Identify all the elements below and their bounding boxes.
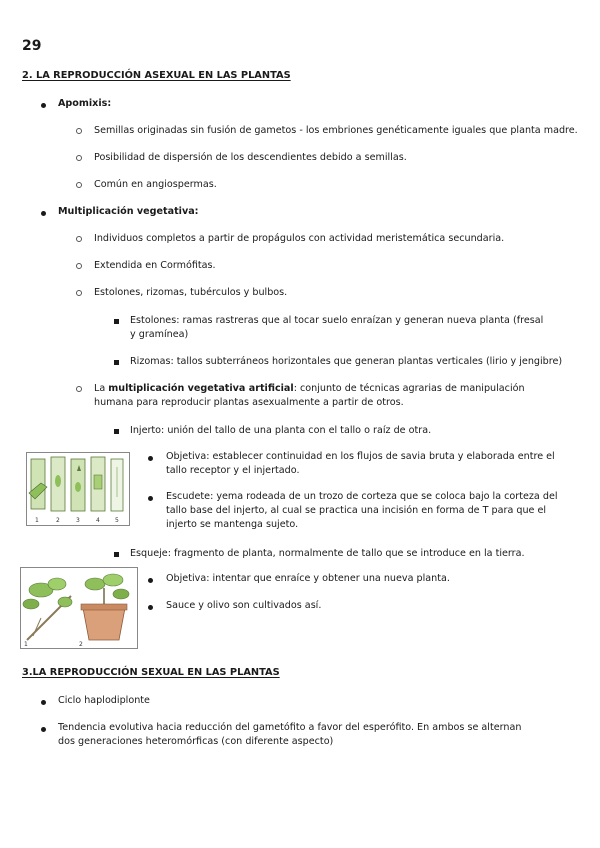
figure-label: 4 <box>96 517 100 524</box>
figure-label: 2 <box>56 517 60 524</box>
bullet-circle <box>76 128 82 134</box>
figure-label: 1 <box>35 517 39 524</box>
grafting-illustration <box>27 453 129 525</box>
injerto-objetivo: Objetiva: establecer continuidad en los flujos de savia bruta y elaborada entre el tallo receptor y el injertado. <box>166 451 555 476</box>
bullet-circle <box>76 236 82 242</box>
bullet-circle <box>76 155 82 161</box>
apomixis-item: Posibilidad de dispersión de los descendientes debido a semillas. <box>94 152 407 163</box>
artificial-item <box>94 382 564 410</box>
injerto-item: Injerto: unión del tallo de una planta con el tallo o raíz de otra. <box>130 425 432 436</box>
bullet-dot <box>41 700 46 705</box>
esqueje-figure <box>20 567 138 649</box>
vegetativa-item: Estolones, rizomas, tubérculos y bulbos. <box>94 287 288 298</box>
bullet-dot <box>41 103 46 108</box>
artificial-prefix: La <box>94 383 109 394</box>
esqueje-objetivo: Objetiva: intentar que enraíce y obtener una nueva planta. <box>166 573 450 584</box>
figure-label: 1 <box>24 641 28 648</box>
figure-label: 3 <box>76 517 80 524</box>
apomixis-item: Común en angiospermas. <box>94 179 217 190</box>
figure-label: 2 <box>79 641 83 648</box>
bullet-square <box>114 429 119 434</box>
esqueje-item: Esqueje: fragmento de planta, normalmente de tallo que se introduce en la tierra. <box>130 548 525 559</box>
bullet-dot <box>41 727 46 732</box>
esqueje-ejemplo: Sauce y olivo son cultivados así. <box>166 600 322 611</box>
bullet-square <box>114 319 119 324</box>
bullet-circle <box>76 290 82 296</box>
bullet-circle <box>76 386 82 392</box>
vegetativa-item: Extendida en Cormófitas. <box>94 260 216 271</box>
injerto-figure <box>26 452 130 526</box>
section3-item: Tendencia evolutiva hacia reducción del gametófito a favor del esperófito. En ambos se alternan dos generaciones heteromórficas (con diferente aspecto) <box>58 722 522 747</box>
bullet-dot <box>148 605 153 610</box>
apomixis-item: Semillas originadas sin fusión de gametos - los embriones genéticamente iguales que planta madre. <box>94 125 578 136</box>
bullet-dot <box>148 456 153 461</box>
section3-heading: 3.LA REPRODUCCIÓN SEXUAL EN LAS PLANTAS <box>22 667 280 678</box>
bullet-circle <box>76 182 82 188</box>
page-number: 29 <box>22 38 42 54</box>
cutting-illustration <box>21 568 137 648</box>
rizomas-item: Rizomas: tallos subterráneos horizontales que generan plantas verticales (lirio y jengibre) <box>130 356 563 367</box>
estolones-item: Estolones: ramas rastreras que al tocar suelo enraízan y generan nueva planta (fresal y gramínea) <box>130 315 544 340</box>
bullet-square <box>114 360 119 365</box>
apomixis-title: Apomixis: <box>58 98 112 109</box>
artificial-rest: : conjunto de técnicas agrarias de manipulación humana para reproducir plantas asexualmente a partir de otros. <box>94 383 525 408</box>
section2-heading: 2. LA REPRODUCCIÓN ASEXUAL EN LAS PLANTAS <box>22 70 291 81</box>
vegetativa-item: Individuos completos a partir de propágulos con actividad meristemática secundaria. <box>94 233 505 244</box>
bullet-square <box>114 552 119 557</box>
bullet-circle <box>76 263 82 269</box>
artificial-bold: multiplicación vegetativa artificial <box>108 383 294 394</box>
bullet-dot <box>148 578 153 583</box>
figure-label: 5 <box>115 517 119 524</box>
escudete-item: Escudete: yema rodeada de un trozo de corteza que se coloca bajo la corteza del tallo base del injerto, al cual se practica una incisión en forma de T para que el injerto se mantenga sujeto. <box>166 491 558 530</box>
bullet-dot <box>41 211 46 216</box>
vegetativa-title: Multiplicación vegetativa: <box>58 206 199 217</box>
section3-item: Ciclo haplodiplonte <box>58 695 150 706</box>
bullet-dot <box>148 496 153 501</box>
